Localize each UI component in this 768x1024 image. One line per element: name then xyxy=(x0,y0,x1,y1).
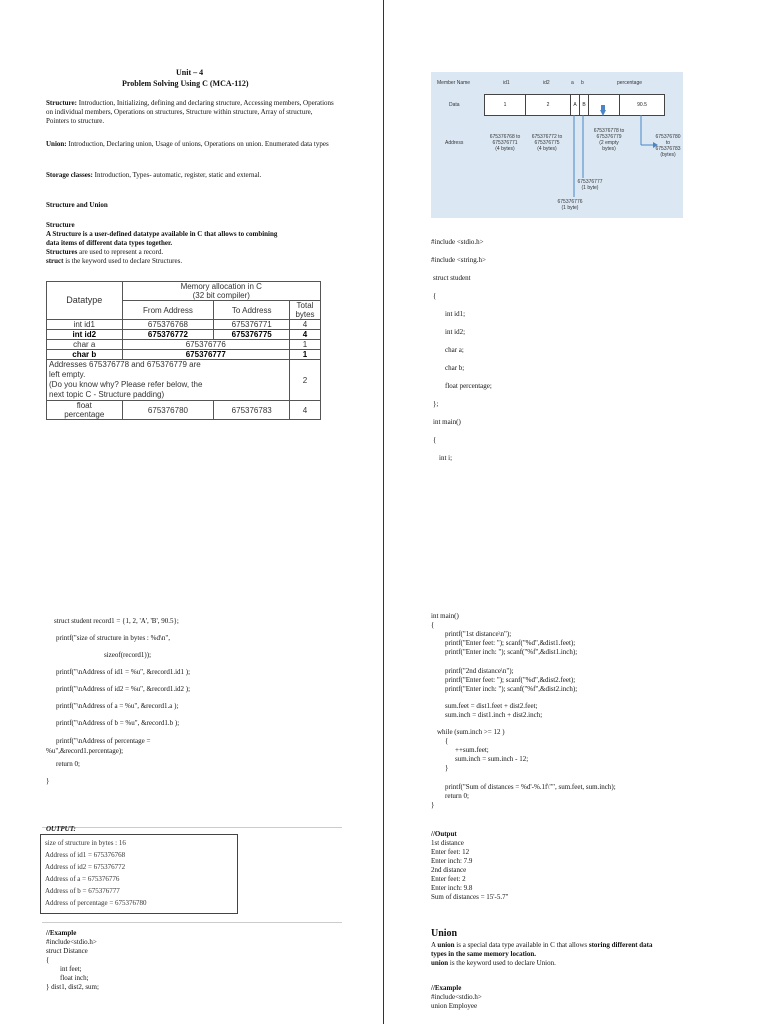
table-row-padding: Addresses 675376778 and 675376779 are left empty. (Do you know why? Please refer below, the next topic C - Structure padding) 2 xyxy=(47,360,321,401)
left-section-divider xyxy=(42,827,342,828)
syllabus-storage xyxy=(46,171,336,180)
definition-line-2: data items of different data types together. xyxy=(46,239,173,247)
unit-title: Unit – 4 xyxy=(176,68,204,77)
syllabus-structure xyxy=(46,99,336,126)
table-row: int id1 675376768 675376771 4 xyxy=(47,320,321,330)
distance-output: //Output 1st distance Enter feet: 12 Enter inch: 7.9 2nd distance Enter feet: 2 Enter inch: 9.8 Sum of distances = 15'-5.7" xyxy=(431,830,509,901)
subject-title: Problem Solving Using C (MCA-112) xyxy=(122,79,249,88)
union-heading: Union xyxy=(431,928,458,939)
page-column-divider xyxy=(383,0,384,1024)
storage-text: Introduction, Types- automatic, register, static and external. xyxy=(94,171,262,179)
definition-line-1: A Structure is a user-defined datatype available in C that allows to combining xyxy=(46,230,278,238)
table-row: int id2 675376772 675376775 4 xyxy=(47,330,321,340)
header-from: From Address xyxy=(122,301,214,320)
memory-allocation-table xyxy=(46,281,321,420)
section-title: Structure and Union xyxy=(46,201,108,209)
union-example: //Example #include<stdio.h> union Employee xyxy=(431,984,482,1010)
union-definition: A union is a special data type available in C that allows storing different data types in the same memory location. union is the keyword used to declare Union. xyxy=(431,941,653,967)
table-row: float percentage 675376780 675376783 4 xyxy=(47,401,321,420)
table-row: char b 675376777 1 xyxy=(47,350,321,360)
storage-label: Storage classes: xyxy=(46,171,93,179)
code-main-body: struct student record1 = {1, 2, 'A', 'B', 90.5}; printf("size of structure in bytes : %d\n", sizeof(record1)); printf("\nAddress of id1 = %u", &record1.id1 ); printf("\nAddress of id2 = %u", &record1.id2 ); printf("\nAddress of a = %u", &record1.a ); printf("\nAddress of b = %u", &record1.b ); printf("\nAddress of percentage = %u",&record1.percentage); return 0; } xyxy=(46,617,191,785)
left-section-divider-2 xyxy=(42,922,342,923)
example-distance: //Example #include<stdio.h> struct Distance { int feet; float inch; } dist1, dist2, sum; xyxy=(46,929,99,991)
code-struct-declaration: #include <stdio.h> #include <string.h> struct student { int id1; int id2; char a; char b; float percentage; }; int main() { int i; xyxy=(431,238,492,462)
structure-text: Introduction, Initializing, defining and declaring structure, Accessing members, Operations on individual members, Operations on structures, Structure within structure, Array of structure, Pointers to structure. xyxy=(46,99,334,125)
output-box: size of structure in bytes : 16 Address of id1 = 675376768 Address of id2 = 675376772 Address of a = 675376776 Address of b = 675376777 Address of percentage = 675376780 xyxy=(40,834,238,914)
union-label: Union: xyxy=(46,140,67,148)
table-row: char a 675376776 1 xyxy=(47,340,321,350)
code-distance-main: int main() { printf("1st distance\n"); printf("Enter feet: "); scanf("%d",&dist1.feet); printf("Enter inch: "); scanf("%f",&dist1.inch); printf("2nd distance\n"); printf("Enter feet: "); scanf("%d",&dist2.feet); printf("Enter inch: "); scanf("%f",&dist2.inch); sum.feet = dist1.feet + dist2.feet; sum.inch = dist1.inch + dist2.inch; while (sum.inch >= 12 ) { ++sum.feet; sum.inch = sum.inch - 12; } printf("Sum of distances = %d'-%.1f\"", sum.feet, sum.inch); return 0; } xyxy=(431,612,616,809)
header-to: To Address xyxy=(214,301,290,320)
header-memory-allocation: Memory allocation in C (32 bit compiler) xyxy=(122,282,320,301)
definition-line-3: Structures are used to represent a record. xyxy=(46,248,164,256)
header-total: Total bytes xyxy=(290,301,321,320)
structure-label: Structure: xyxy=(46,99,77,107)
header-datatype: Datatype xyxy=(47,282,123,320)
diagram-arrows xyxy=(431,72,683,218)
structure-definition xyxy=(46,221,346,266)
union-text: Introduction, Declaring union, Usage of unions, Operations on union. Enumerated data types xyxy=(68,140,329,148)
definition-line-4: struct is the keyword used to declare Structures. xyxy=(46,257,183,265)
structure-memory-diagram: Member Name id1 id2 a b percentage Data 1 2 A B 90.5 Address 675376768 to 675376771 (4 bytes) 675376772 to 675376775 (4 bytes) 675376778 to 675376779 (2 empty bytes) 675376780 to 675376783 (bytes) 675376777 (1 byte) 675376776 (1 byte) xyxy=(431,72,683,218)
structure-heading: Structure xyxy=(46,221,75,229)
output-label: OUTPUT: xyxy=(46,825,76,833)
syllabus-union xyxy=(46,140,336,149)
